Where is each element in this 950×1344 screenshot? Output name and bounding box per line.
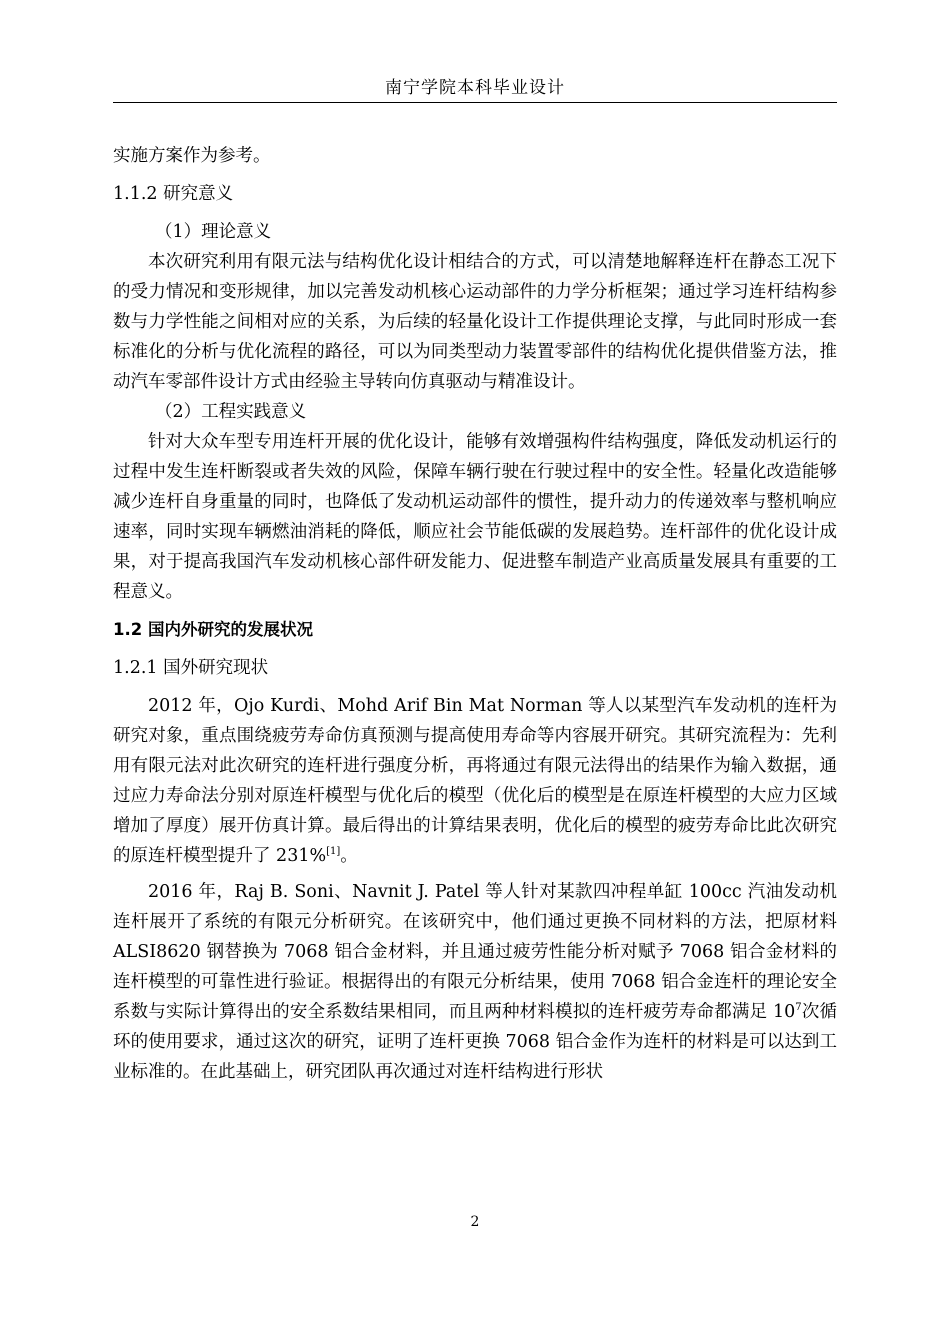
subheading-engineering: （2）工程实践意义 — [155, 402, 307, 422]
paragraph-continuation: 实施方案作为参考。 — [113, 146, 271, 166]
paragraph-2012-end: 。 — [340, 846, 358, 866]
page-body — [113, 141, 837, 1087]
page-number: 2 — [470, 1214, 480, 1230]
heading-1-2: 1.2 国内外研究的发展状况 — [113, 620, 313, 639]
paragraph-theory: 本次研究利用有限元法与结构优化设计相结合的方式，可以清楚地解释连杆在静态工况下的受力情况和变形规律，加以完善发动机核心运动部件的力学分析框架；通过学习连杆结构参数与力学性能之间相对应的关系，为后续的轻量化设计工作提供理论支撑，与此同时形成一套标准化的分析与优化流程的路径，可以为同类型动力装置零部件的结构优化提供借鉴方法，推动汽车零部件设计方式由经验主导转向仿真驱动与精准设计。 — [113, 252, 837, 392]
header-divider — [113, 102, 837, 103]
heading-1-2-1: 1.2.1 国外研究现状 — [113, 658, 269, 678]
paragraph-2016 — [113, 877, 837, 1087]
subheading-theory: （1）理论意义 — [155, 222, 272, 242]
paragraph-2016-text-a: 2016 年，Raj B. Soni、Navnit J. Patel 等人针对某款四冲程单缸 100cc 汽油发动机连杆展开了系统的有限元分析研究。在该研究中，他们通过更换不同材料的方法，把原材料 ALSI8620 钢替换为 7068 铝合金材料，并且通过疲劳性能分析对赋予 7068 铝合金材料的连杆模型的可靠性进行验证。根据得出的有限元分析结果，使用 7068 铝合金连杆的理论安全系数与实际计算得出的安全系数结果相同，而且两种材料模拟的连杆疲劳寿命都满足 10 — [113, 882, 837, 1022]
paragraph-engineering: 针对大众车型专用连杆开展的优化设计，能够有效增强构件结构强度，降低发动机运行的过程中发生连杆断裂或者失效的风险，保障车辆行驶在行驶过程中的安全性。轻量化改造能够减少连杆自身重量的同时，也降低了发动机运动部件的惯性，提升动力的传递效率与整机响应速率，同时实现车辆燃油消耗的降低，顺应社会节能低碳的发展趋势。连杆部件的优化设计成果，对于提高我国汽车发动机核心部件研发能力、促进整车制造产业高质量发展具有重要的工程意义。 — [113, 432, 837, 602]
paragraph-2012 — [113, 691, 837, 871]
citation-ref-1: [1] — [326, 846, 341, 858]
exponent-7: 7 — [795, 1002, 802, 1014]
heading-1-1-2: 1.1.2 研究意义 — [113, 184, 234, 204]
paragraph-2012-text: 2012 年，Ojo Kurdi、Mohd Arif Bin Mat Norman 等人以某型汽车发动机的连杆为研究对象，重点围绕疲劳寿命仿真预测与提高使用寿命等内容展开研究。其研究流程为：先利用有限元法对此次研究的连杆进行强度分析，再将通过有限元法得出的结果作为输入数据，通过应力寿命法分别对原连杆模型与优化后的模型（优化后的模型是在原连杆模型的大应力区域增加了厚度）展开仿真计算。最后得出的计算结果表明，优化后的模型的疲劳寿命比此次研究的原连杆模型提升了 231% — [113, 696, 837, 866]
paragraph-2016-text-b: 次循环的使用要求，通过这次的研究，证明了连杆更换 7068 铝合金作为连杆的材料是可以达到工业标准的。在此基础上，研究团队再次通过对连杆结构进行形状 — [113, 1002, 838, 1082]
page-header: 南宁学院本科毕业设计 — [385, 78, 565, 98]
